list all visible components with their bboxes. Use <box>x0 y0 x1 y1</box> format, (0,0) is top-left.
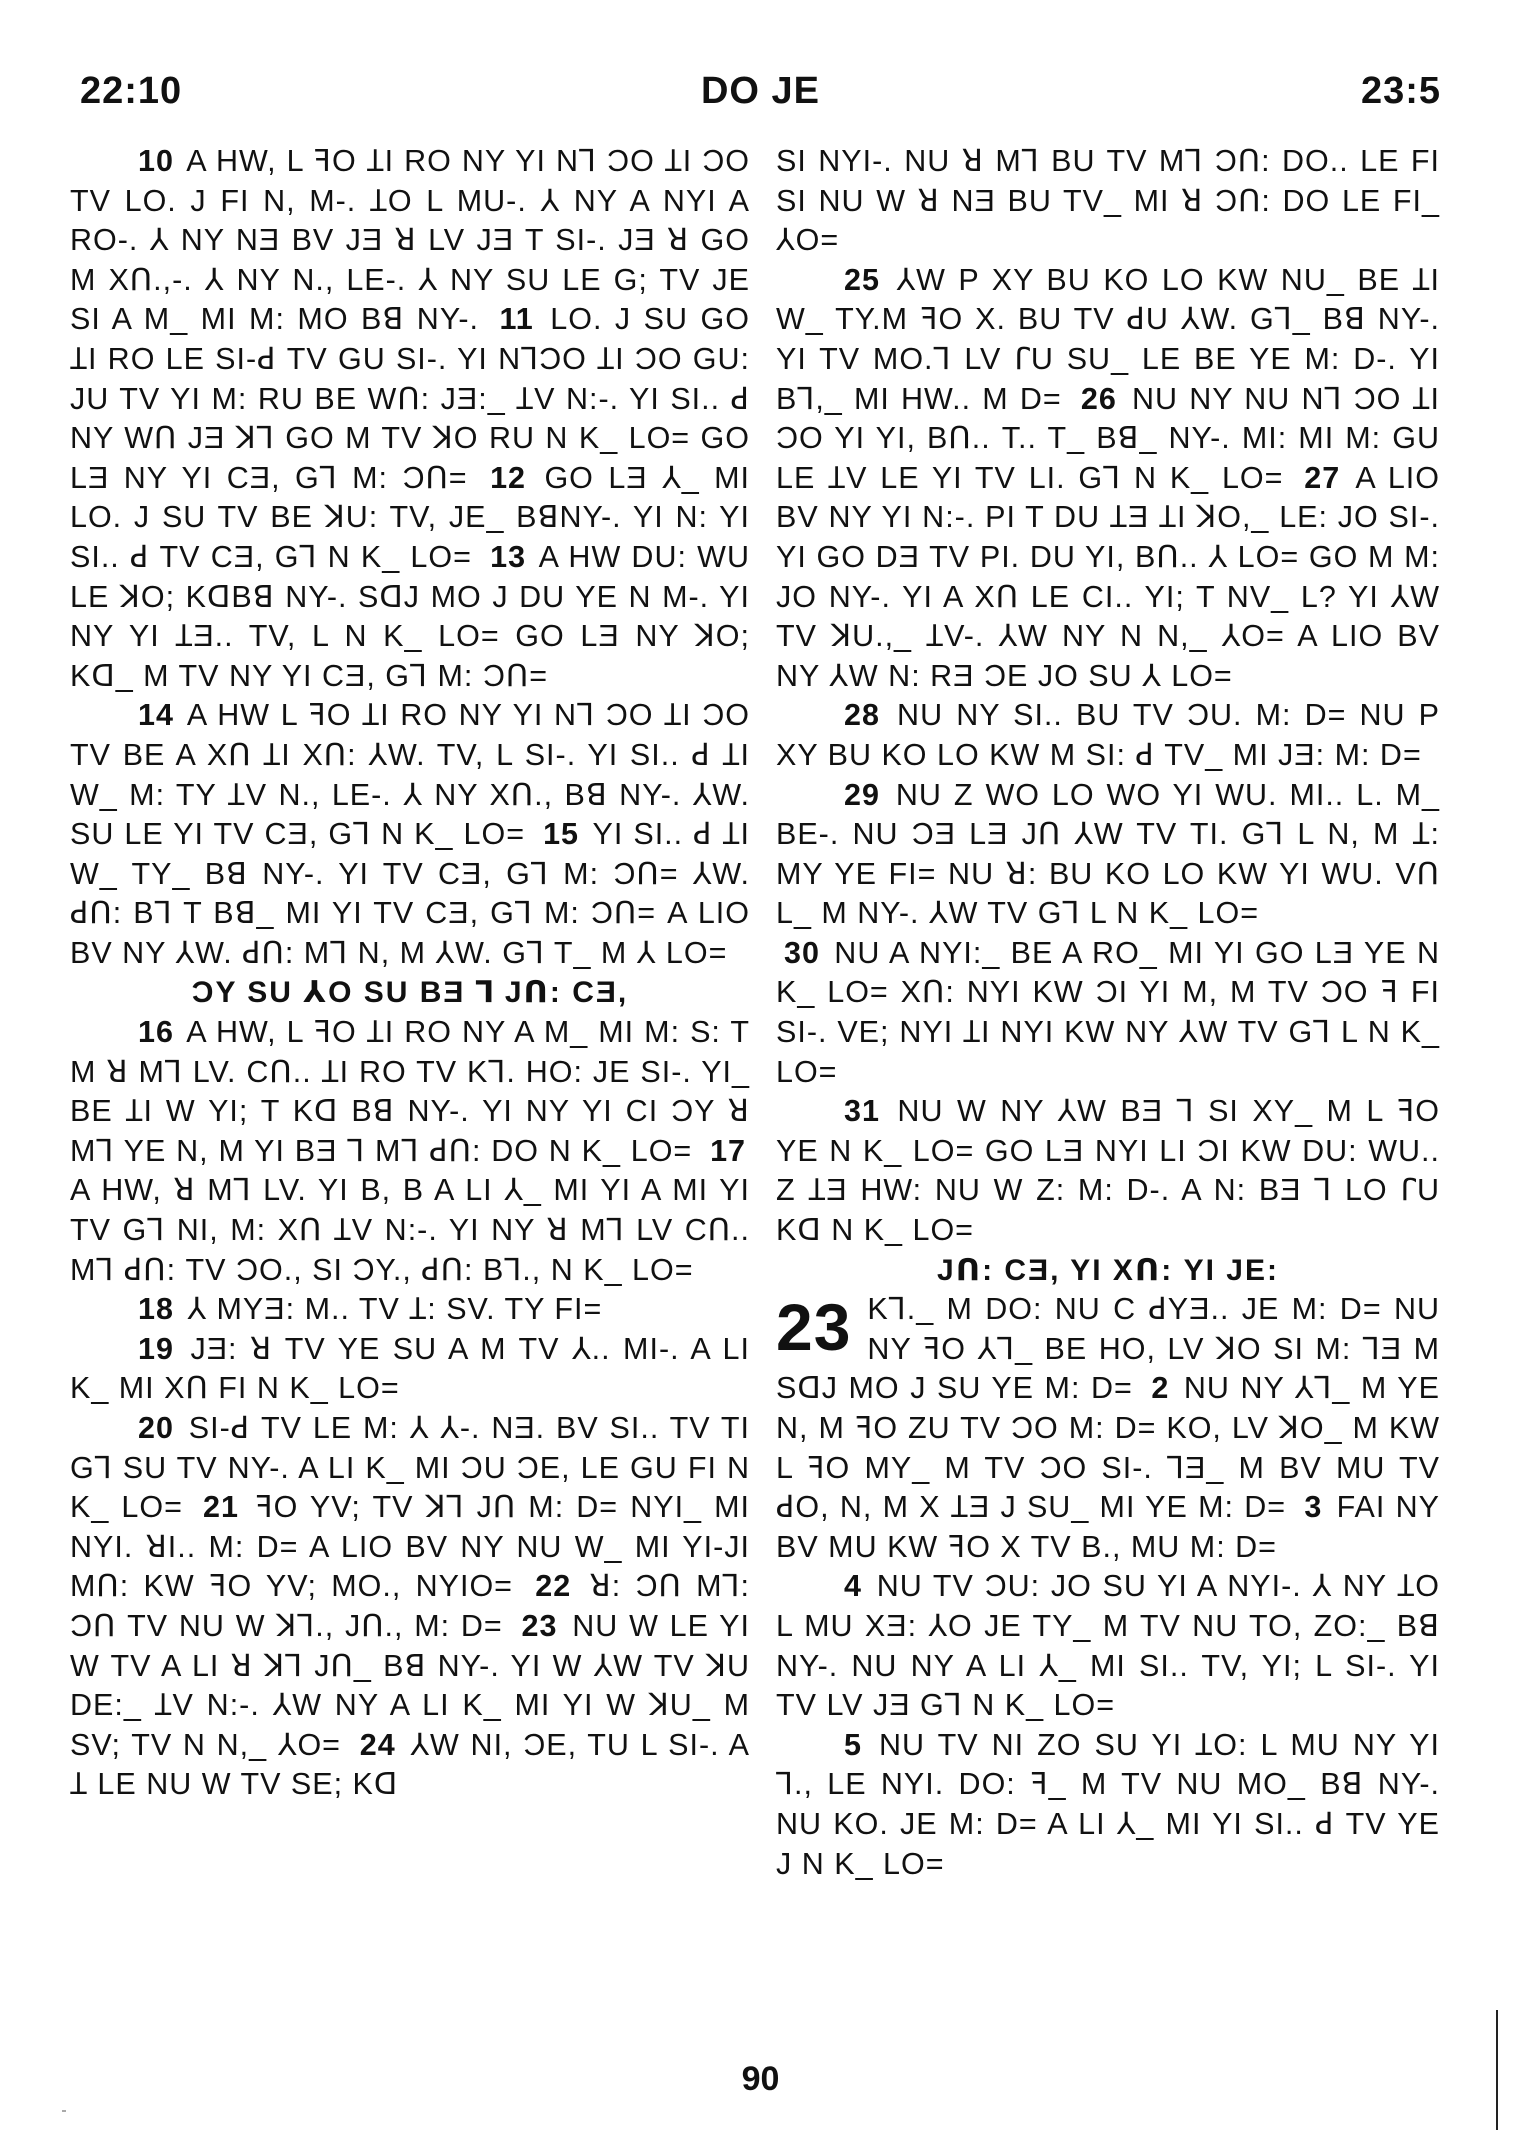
verse-number: 21 <box>203 1490 239 1525</box>
scan-speck <box>62 2110 66 2112</box>
verse-text: LO. J SU GO ꞱI RO LE SI-ꓒ TV GU SI-. YI N⅂ƆO ꞱI ƆO GU: JU TV YI M: RU BE Wꓵ: JƎ:_ ꞱV N:-. YI SI.. ꓒ NY Wꓵ JƎ ꓘ⅂ GO M TV ꓘO RU N K_ LO= GO LƎ NY YI CƎ, G⅂ M: Ɔꓵ= <box>70 302 750 495</box>
paragraph <box>70 1290 750 1330</box>
paragraph <box>776 776 1440 934</box>
verse-text: SI-ꓒ TV LE M: ⅄ ⅄-. NƎ. BV SI.. TV TI G⅂ SU TV NY-. A LI K_ MI ƆU ƆE, LE GU FI N K_ LO= <box>70 1411 750 1525</box>
verse-number: 16 <box>138 1015 174 1050</box>
verse-number: 26 <box>1080 381 1117 416</box>
verse-text: A HW, L ꟻO ꞱI RO NY YI N⅂ ƆO ꞱI ƆO TV LO. J FI N, M-. ꞱO L MU-. ⅄ NY A NYI A RO-. ⅄ NY NƎ BV JƎ ꓤ LV JƎ T SI-. JƎ ꓤ GO M Xꓵ.,-. ⅄ NY N., LE-. ⅄ NY SU LE G; TV JE SI A M_ MI M: MO Bꓭ NY-. <box>70 144 751 337</box>
verse-text: ⅄W NI, ƆE, TU L SI-. A Ʇ LE NU W TV SE; Kꓷ <box>70 1727 751 1802</box>
chapter-start <box>776 1290 1440 1567</box>
paragraph <box>70 1409 750 1805</box>
verse-text: ꓤ: Ɔꓵ M⅂: Ɔꓵ TV NU W ꓘ⅂., Jꓵ., M: D= <box>70 1569 750 1643</box>
verse-number: 27 <box>1304 460 1341 495</box>
verse-text: ꟻO YV; TV ꓘ⅂ Jꓵ M: D= NYI_ MI NYI. ꓤI.. M: D= A LIO BV NY NU W_ MI YI-JI Mꓵ: KW ꟻO YV; MO., NYIO= <box>70 1490 750 1604</box>
verse-number: 17 <box>710 1133 746 1168</box>
paragraph <box>70 1013 750 1290</box>
verse-number: 22 <box>535 1569 572 1604</box>
header-verse-range-end: 23:5 <box>1360 70 1441 112</box>
right-column <box>776 142 1440 1884</box>
verse-text: NU A NYI:_ BE A RO_ MI YI GO LƎ YE N K_ LO= Xꓵ: NYI KW ƆI YI M, M TV ƆO ꟻ FI SI-. VE; NYI ꞱI NYI KW NY ⅄W TV G⅂ L N K_ LO= <box>776 935 1440 1089</box>
verse-text: JƎ: ꓤ TV YE SU A M TV ⅄.. MI-. A LI K_ MI Xꓵ FI N K_ LO= <box>70 1331 750 1406</box>
verse-number: 3 <box>1304 1490 1323 1525</box>
verse-number: 14 <box>138 698 174 733</box>
paragraph <box>776 1290 1440 1567</box>
header-book-title: DO JE <box>700 70 821 112</box>
verse-number: 24 <box>359 1727 396 1762</box>
verse-text: NU TV NI ZO SU YI ꞱO: L MU NY YI ⅂., LE NYI. DO: ꟻ_ M TV NU MO_ Bꓭ NY-. NU KO. JE M: D= A LI ⅄_ MI YI SI.. ꓒ TV YE J N K_ LO= <box>776 1727 1440 1881</box>
section-heading: Jꓵ: CƎ, YI Xꓵ: YI JE: <box>937 1253 1279 1287</box>
paragraph <box>70 1330 750 1409</box>
verse-text: K⅂._ M DO: NU C ꓒYƎ.. JE M: D= NU NY ꟻO ⅄⅂_ BE HO, LV ꓘO SI M: ⅂Ǝ M SꓷJ MO J SU YE M: D= <box>776 1292 1440 1406</box>
verse-number: 19 <box>138 1331 174 1366</box>
verse-number: 25 <box>844 262 880 297</box>
paragraph <box>776 261 1440 697</box>
verse-text: ⅄W P XY BU KO LO KW NU_ BE ꞱI W_ TY.M ꟻO X. BU TV ꓒU ⅄W. G⅂_ Bꓭ NY-. YI TV MO.⅂ LV ꓩU SU_ LE BE YE M: D-. YI B⅂,_ MI HW.. M D= <box>776 262 1441 416</box>
verse-text: FAI NY BV MU KW ꟻO X TV B., MU M: D= <box>776 1490 1440 1564</box>
paragraph <box>776 696 1440 775</box>
verse-number: 13 <box>490 539 527 574</box>
verse-number: 18 <box>138 1292 174 1327</box>
verse-text: NU NY ⅄⅂_ M YE N, M ꟻO ZU TV ƆO M: D= KO, LV ꓘO_ M KW L ꟻO MY_ M TV ƆO SI-. ⅂Ǝ_ M BV MU TV ꓒO, N, M X ꞱƎ J SU_ MI YE M: D= <box>776 1371 1440 1525</box>
verse-text: NU W NY ⅄W BƎ ⅂ SI XY_ M L ꟻO YE N K_ LO= GO LƎ NYI LI ƆI KW DU: WU.. Z ꞱƎ HW: NU W Z: M: D-. A N: BƎ ⅂ LO ꓩU Kꓷ N K_ LO= <box>776 1094 1440 1248</box>
verse-number: 31 <box>844 1094 880 1129</box>
verse-number: 15 <box>543 817 580 852</box>
verse-text: A HW L ꟻO ꞱI RO NY YI N⅂ ƆO ꞱI ƆO TV BE A Xꓵ ꞱI Xꓵ: ⅄W. TV, L SI-. YI SI.. ꓒ ꞱI W_ M: TY ꞱV N., LE-. ⅄ NY Xꓵ., Bꓭ NY-. ⅄W. SU LE YI TV CƎ, G⅂ N K_ LO= <box>70 698 750 852</box>
paragraph <box>776 142 1440 261</box>
verse-number: 10 <box>138 144 174 178</box>
verse-number: 30 <box>784 935 820 970</box>
verse-text: SI NYI-. NU ꓤ M⅂ BU TV M⅂ Ɔꓵ: DO.. LE FI SI NU W ꓤ NƎ BU TV_ MI ꓤ Ɔꓵ: DO LE FI_ ⅄O= <box>776 144 1440 258</box>
verse-number: 23 <box>521 1608 558 1643</box>
paragraph <box>776 1092 1440 1250</box>
verse-number: 28 <box>844 698 880 733</box>
verse-text: NU TV ƆU: JO SU YI A NYI-. ⅄ NY ꞱO L MU XƎ: ⅄O JE TY_ M TV NU TO, ZO:_ Bꓭ NY-. NU NY A LI ⅄_ MI SI.. TV, YI; L SI-. YI TV LV JƎ G⅂ N K_ LO= <box>776 1569 1440 1723</box>
verse-text: YI SI.. ꓒ ꞱI W_ TY_ Bꓭ NY-. YI TV CƎ, G⅂ M: Ɔꓵ= ⅄W. ꓒꓵ: B⅂ T Bꓭ_ MI YI TV CƎ, G⅂ M: Ɔꓵ= A LIO BV NY ⅄W. ꓒꓵ: M⅂ N, M ⅄W. G⅂ T_ M ⅄ LO= <box>70 817 751 970</box>
verse-text: A HW DU: WU LE ꓘO; KꓷBꓭ NY-. SꓷJ MO J DU YE N M-. YI NY YI ꞱƎ.. TV, L N K_ LO= GO LƎ NY ꓘO; Kꓷ_ M TV NY YI CƎ, G⅂ M: Ɔꓵ= <box>70 539 750 693</box>
verse-text: ⅄ MYƎ: M.. TV Ʇ: SV. TY FI= <box>187 1292 603 1327</box>
verse-number: 5 <box>844 1727 862 1762</box>
paragraph <box>70 696 750 973</box>
verse-text: GO LƎ ⅄_ MI LO. J SU TV BE ꓘU: TV, JE_ BꓭNY-. YI N: YI SI.. ꓒ TV CƎ, G⅂ N K_ LO= <box>70 460 750 574</box>
verse-text: NU NY NU N⅂ ƆO ꞱI ƆO YI YI, Bꓵ.. T.. T_ Bꓭ_ NY-. MI: MI M: GU LE ꞱV LE YI TV LI. G⅂ N K_ LO= <box>776 381 1441 495</box>
verse-text: NU W LE YI W TV A LI ꓤ ꓘ⅂ Jꓵ_ Bꓭ NY-. YI W ⅄W TV ꓘU DE:_ ꞱV N:-. ⅄W NY A LI K_ MI YI W ꓘU_ M SV; TV N N,_ ⅄O= <box>70 1608 750 1762</box>
paragraph <box>70 142 750 696</box>
paragraph <box>776 934 1440 1092</box>
verse-number: 20 <box>138 1411 174 1445</box>
verse-text: NU Z WO LO WO YI WU. MI.. L. M_ BE-. NU ƆƎ LƎ Jꓵ ⅄W TV TI. G⅂ L N, M Ʇ: MY YE FI= NU ꓤ: BU KO LO KW YI WU. Vꓵ L_ M NY-. ⅄W TV G⅂ L N K_ LO= <box>776 777 1440 931</box>
page-number: 90 <box>741 2060 780 2098</box>
section-heading: ƆY SU ⅄O SU BƎ ⅂ Jꓵ: CƎ, <box>191 976 629 1010</box>
verse-number: 4 <box>844 1569 862 1604</box>
paragraph <box>776 1567 1440 1725</box>
verse-text: NU NY SI.. BU TV ƆU. M: D= NU P XY BU KO LO KW M SI: ꓒ TV_ MI JƎ: M: D= <box>776 698 1440 772</box>
header-verse-range-start: 22:10 <box>80 70 183 112</box>
verse-number: 29 <box>844 777 880 812</box>
verse-text: A HW, ꓤ M⅂ LV. YI B, B A LI ⅄_ MI YI A MI YI TV G⅂ NI, M: Xꓵ ꞱV N:-. YI NY ꓤ M⅂ LV Cꓵ.. M⅂ ꓒꓵ: TV ƆO., SI ƆY., ꓒꓵ: B⅂., N K_ LO= <box>70 1173 750 1287</box>
chapter-number: 23 <box>776 1290 852 1365</box>
verse-number: 11 <box>499 302 534 337</box>
verse-number: 2 <box>1151 1371 1170 1406</box>
verse-text: A LIO BV NY YI N:-. PI T DU ꞱƎ ꞱI ꓘO,_ LE: JO SI-. YI GO DƎ TV PI. DU YI, Bꓵ.. ⅄ LO= GO M M: JO NY-. YI A Xꓵ LE CI.. YI; T NV_ L? YI ⅄W TV ꓘU.,_ ꞱV-. ⅄W NY N N,_ ⅄O= A LIO BV NY ⅄W N: RƎ ƆE JO SU ⅄ LO= <box>776 460 1441 693</box>
left-column <box>70 142 750 1805</box>
paragraph <box>776 1726 1440 1884</box>
scan-edge-line <box>1496 2010 1498 2130</box>
verse-text: A HW, L ꟻO ꞱI RO NY A M_ MI M: S: T M ꓤ M⅂ LV. Cꓵ.. ꞱI RO TV K⅂. HO: JE SI-. YI_ BE ꞱI W YI; T Kꓷ Bꓭ NY-. YI NY YI CI ƆY ꓤ M⅂ YE N, M YI BƎ ⅂ M⅂ ꓒꓵ: DO N K_ LO= <box>70 1015 751 1168</box>
verse-number: 12 <box>490 460 526 495</box>
